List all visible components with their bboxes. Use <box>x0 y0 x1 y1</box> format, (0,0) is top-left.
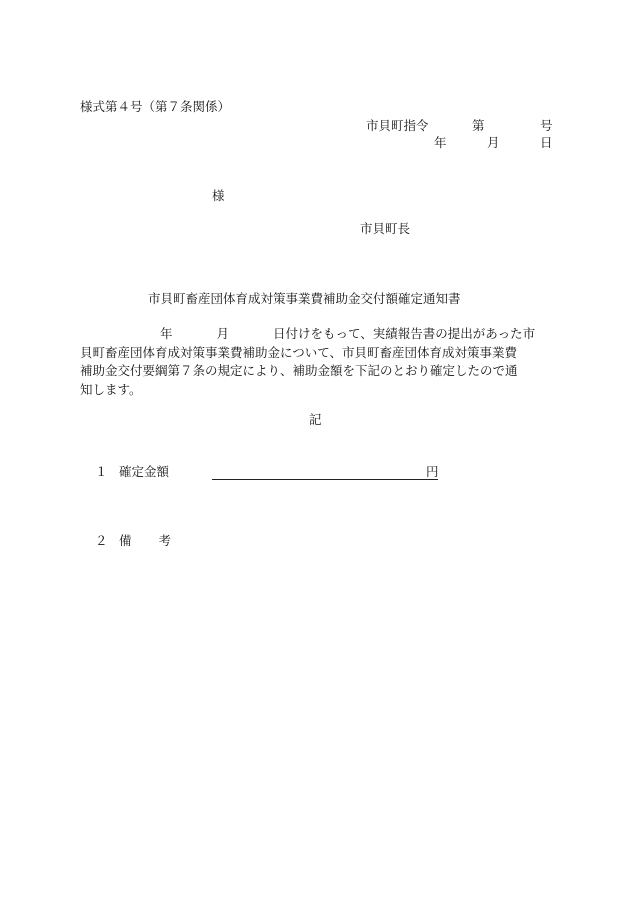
amount-blank-line <box>212 479 438 480</box>
addressee-honorific: 様 <box>212 188 225 203</box>
ki-heading: 記 <box>309 412 322 427</box>
body-line1-text: 日付けをもって、実績報告書の提出があった市 <box>273 326 536 341</box>
form-label: 様式第４号（第７条関係） <box>80 99 231 114</box>
date-day-label: 日 <box>540 135 553 150</box>
body-line <box>80 325 554 344</box>
confirmed-amount-label: 確定金額 <box>119 464 170 479</box>
remarks-label: 備考 <box>119 533 199 548</box>
date-year-label: 年 <box>434 135 447 150</box>
item-number: ２ <box>95 533 108 548</box>
document-number-go: 号 <box>540 118 553 133</box>
document-number-dai: 第 <box>472 118 485 133</box>
body-line: 補助金交付要綱第７条の規定により、補助金額を下記のとおり確定したので通 <box>80 363 518 379</box>
body-line: 知します。 <box>80 381 142 397</box>
date-month-label: 月 <box>487 135 500 150</box>
body-year-label: 年 <box>160 326 173 341</box>
yen-unit: 円 <box>426 464 439 479</box>
document-title: 市貝町畜産団体育成対策事業費補助金交付額確定通知書 <box>148 291 461 306</box>
item-number: １ <box>95 464 108 479</box>
body-month-label: 月 <box>216 326 230 341</box>
body-line: 貝町畜産団体育成対策事業費補助金について、市貝町畜産団体育成対策事業費 <box>80 344 518 360</box>
body-paragraph <box>80 325 554 399</box>
sender-title: 市貝町長 <box>360 221 411 236</box>
document-number-prefix: 市貝町指令 <box>366 118 429 133</box>
